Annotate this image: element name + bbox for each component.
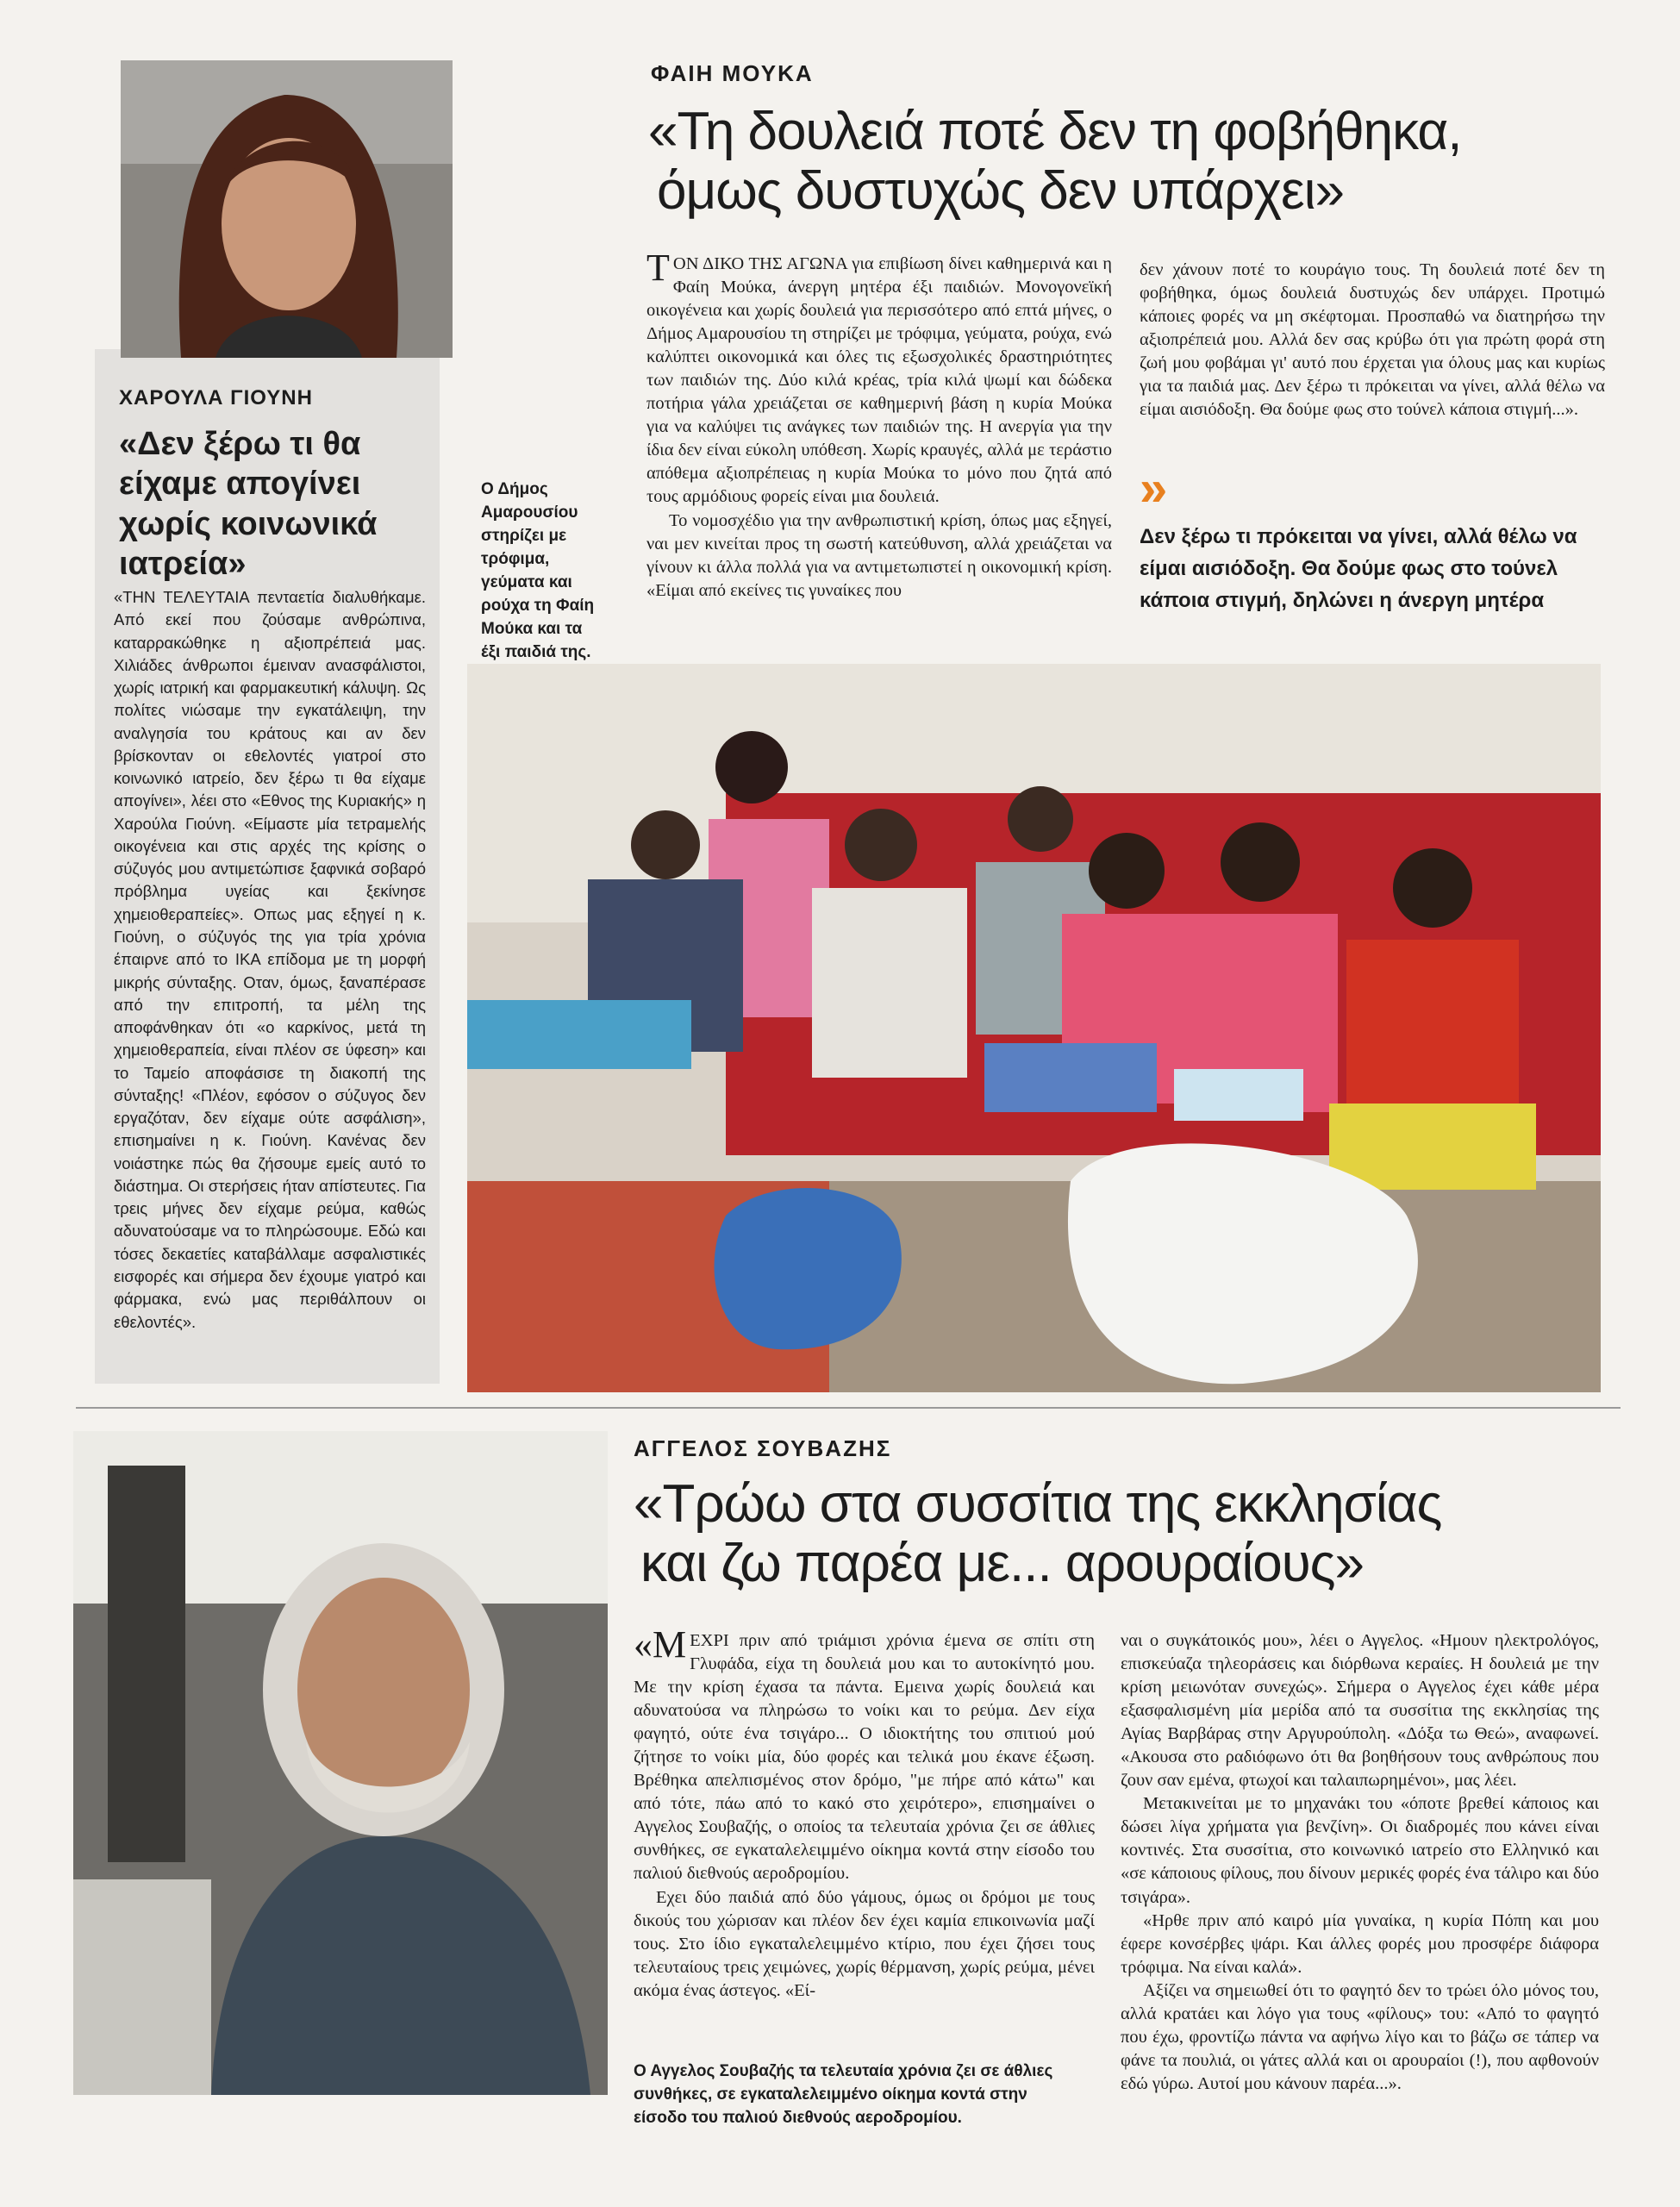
story1-dropcap: Τ [646,253,670,289]
story2-column-1 [634,1629,1095,2035]
story1-name-tag: ΦΑΙΗ ΜΟΥΚΑ [651,60,814,86]
story2-photo-caption: Ο Αγγελος Σουβαζής τα τελευταία χρόνια ζει σε άθλιες συνθήκες, σε εγκαταλελειμμένο οίκημα κοντά στην είσοδο του παλιού διεθνούς αεροδρομίου. [634,2062,1053,2127]
story2-headline [634,1474,1625,1594]
story1-headline-line1: «Τη δουλειά ποτέ δεν τη φοβήθηκα, [648,102,1462,161]
story2-paragraph-1-text: ΕΧΡΙ πριν από τριάμισι χρόνια έμενα σε σπίτι στη Γλυφάδα, είχα τη δουλειά μου και το αυτοκίνητό μου. Με την κρίση έχασα τα πάντα. Εμεινα χωρίς δουλειά και αδυνατούσα να πληρώσω το νοίκι και το ρεύμα. Δεν είχα φαγητό, ούτε ένα τσιγάρο... Ο ιδιοκτήτης του σπιτιού μού ζήτησε το νοίκι μία, δύο φορές και τελικά μου έκανε έξωση. Βρέθηκα απελπισμένος στον δρόμο, "με πήρε από κάτω" και από τότε, πάω από το κακό στο χειρότερο», επισημαίνει ο Αγγελος Σουβαζής, ο οποίος τα τελευταία χρόνια ζει σε άθλιες συνθήκες, σε εγκαταλελειμμένο οίκημα κοντά στην είσοδο του παλιού διεθνούς αεροδρομίου. [634,1631,1095,1884]
story2-column-2 [1121,1629,1599,2173]
sidebar-pull-quote: «Δεν ξέρω τι θα είχαμε απογίνει χωρίς κοινωνικά ιατρεία» [119,426,378,583]
sidebar-body-text: «ΤΗΝ ΤΕΛΕΥΤΑΙΑ πενταετία διαλυθήκαμε. Από εκεί που ζούσαμε ανθρώπινα, καταρρακώθηκε η αξιοπρέπειά μας. Χιλιάδες άνθρωποι έμειναν ανασφάλιστοι, χωρίς ιατρική και φαρμακευτική κάλυψη. Ως πολίτες νιώσαμε την εγκατάλειψη, την αναλγησία του κράτους και αν δεν βρίσκονταν οι εθελοντές γιατροί στο κοινωνικό ιατρείο, δεν ξέρω τι θα είχαμε απογίνει», λέει στο «Εθνος της Κυριακής» η Χαρούλα Γιούνη. «Είμαστε μία τετραμελής οικογένεια και στις αρχές της κρίσης ο σύζυγός μου αντιμετώπισε ξαφνικά σοβαρό πρόβλημα υγείας και ξεκίνησε χημειοθεραπείες». Οπως μας εξηγεί η κ. Γιούνη, ο σύζυγός της για τρία χρόνια έπαιρνε από το ΙΚΑ επίδομα με τη μορφή μικρής σύνταξης. Οταν, όμως, ξαναπέρασε από την επιτροπή, τα μέλη της αποφάνθηκαν ότι «ο καρκίνος, μετά τη χημειοθεραπεία, είναι πλέον σε ύφεση» και το Ταμείο αποφάσισε τη διακοπή της σύνταξης! «Πλέον, εφόσον ο σύζυγος δεν εργαζόταν, δεν είχαμε ούτε ασφάλιση», επισημαίνει η κ. Γιούνη. Κανένας δεν νοιάστηκε πώς θα ζήσουμε εμείς αυτό το διάστημα. Οι στερήσεις ήταν απίστευτες. Για τρεις μήνες δεν είχαμε ρεύμα, καθώς αδυνατούσαμε να το πληρώσουμε. Εδώ και τόσες δεκαετίες καταβάλλαμε ασφαλιστικές εισφορές και σήμερα δεν έχουμε γιατρό και φάρμακα, ενώ μας περιθάλπουν οι εθελοντές». [114,588,426,1331]
story1-headline-line2: όμως δυστυχώς δεν υπάρχει» [657,161,1344,222]
story2-column2-paragraph-2: Μετακινείται με το μηχανάκι του «όποτε βρεθεί κάποιος και δώσει λίγα χρήματα για βενζίνη». Οι διαδρομές που κάνει είναι κοντινές. Στα συσσίτια, στο κοινωνικό ιατρείο στο Ελληνικό και «σε κάποιους φίλους, που δίνουν μερικές φορές ένα τάλιρο και δύο τσιγάρα». [1121,1794,1599,1907]
family-photo [467,664,1601,1392]
story2-column2-paragraph-3: «Ηρθε πριν από καιρό μία γυναίκα, η κυρία Πόπη και μου έφερε κονσέρβες ψάρι. Και άλλες φορές μου προσφέρε διάφορα τρόφιμα. Να είναι καλά». [1121,1910,1599,1977]
sidebar-name: ΧΑΡΟΥΛΑ ΓΙΟΥΝΗ [119,386,313,410]
story2-paragraph-2: Εχει δύο παιδιά από δύο γάμους, όμως οι δρόμοι με τους δικούς του χώρισαν και πλέον δεν έχει καμία επικοινωνία μαζί τους. Στο ίδιο εγκαταλελειμμένο κτίριο, που έχει ζήσει τους τελευταίους τρεις χειμώνες, χωρίς θέρμανση, χωρίς ρεύμα, μένει ακόμα ένας άστεγος. «Εί- [634,1887,1095,2000]
story2-paragraph-1 [634,1629,1095,1886]
story2-headline-line2: και ζω παρέα με... αρουραίους» [640,1534,1365,1594]
section-divider [76,1407,1621,1409]
story1-column-1 [646,253,1112,623]
story1-paragraph-1-text: ΟΝ ΔΙΚΟ ΤΗΣ ΑΓΩΝΑ για επιβίωση δίνει καθημερινά και η Φαίη Μούκα, άνεργη μητέρα έξι παιδιών. Μονογονεϊκή οικογένεια και χωρίς δουλειά για περισσότερο από επτά μήνες, ο Δήμος Αμαρουσίου τη στηρίζει με τρόφιμα, γεύματα, ρούχα, ενώ καλύπτει οικονομικά και όλες τις εξωσχολικές δραστηριότητες των παιδιών της. Δύο κιλά κρέας, τρία κιλά ψωμί και δώδεκα ποτήρια γάλα χρειάζεται σε καθημερινή βάση η κυρία Μούκα για να καλύψει τις ανάγκες των παιδιών της. Η ανεργία για την ίδια δεν είναι εύκολη υπόθεση. Χωρίς κραυγές, αλλά με τεράστιο απόθεμα αξιοπρέπειας η κυρία Μούκα το μόνο που ζητά από τους αρμόδιους φορείς είναι μια δουλειά. [646,254,1112,507]
story1-column2-text: δεν χάνουν ποτέ το κουράγιο τους. Τη δουλειά ποτέ δεν τη φοβήθηκα, όμως δουλειά δυστυχώς δεν υπάρχει. Προτιμώ κάποιες φορές να μη σκέφτομαι. Προσπαθώ να διατηρήσω την αξιοπρέπειά μου. Αλλά δεν σας κρύβω ότι για πρώτη φορά στη ζωή μου φοβάμαι γι' αυτό που έρχεται για όλους μας και κυρίως για τα παιδιά μας. Δεν ξέρω τι πρόκειται να γίνει, αλλά θέλω να είμαι αισιόδοξη. Θα δούμε φως στο τούνελ κάποια στιγμή...». [1140,260,1605,420]
story1-photo-caption: Ο Δήμος Αμαρουσίου στηρίζει με τρόφιμα, γεύματα και ρούχα τη Φαίη Μούκα και τα έξι παιδιά της. [481,480,595,661]
chevron-quote-icon: » [1140,460,1158,516]
story1-column-2 [1140,259,1605,448]
story2-column2-paragraph-4: Αξίζει να σημειωθεί ότι το φαγητό δεν το τρώει όλο μόνος του, αλλά κρατάει και λόγο για τους «φίλους» του: «Από το φαγητό που έχω, φροντίζω πάντα να αφήνω λίγο και το βάζω σε τάπερ να φάνε τα πουλιά, οι γάτες αλλά και οι αρουραίοι (!), που αφθονούν εδώ γύρω. Αυτοί μου κάνουν παρέα...». [1121,1980,1599,2093]
story2-headline-line1: «Τρώω στα συσσίτια της εκκλησίας [634,1474,1442,1534]
story1-paragraph-2: Το νομοσχέδιο για την ανθρωπιστική κρίση, όπως μας εξηγεί, ναι μεν κινείται προς τη σωστή κατεύθυνση, αλλά χρειάζεται να γίνουν κι άλλα πολλά για να αντιμετωπιστεί η οικονομική κρίση. «Είμαι από εκείνες τις γυναίκες που [646,510,1112,600]
story1-pull-quote: Δεν ξέρω τι πρόκειται να γίνει, αλλά θέλω να είμαι αισιόδοξη. Θα δούμε φως στο τούνελ κάποια στιγμή, δηλώνει η άνεργη μητέρα [1140,525,1577,613]
story2-dropcap: «Μ [634,1629,687,1666]
story2-column2-paragraph-1: ναι ο συγκάτοικός μου», λέει ο Αγγελος. «Ημουν ηλεκτρολόγος, επισκεύαζα τηλεοράσεις και διόρθωνα κεραίες. Η δουλειά με την κρίση μειωνόταν συνεχώς». Σήμερα ο Αγγελος έχει κάθε μέρα εξασφαλισμένη μία μερίδα από τα συσσίτια της εκκλησίας της Αγίας Βαρβάρας στην Αργυρούπολη. «Δόξα τω Θεώ», αναφωνεί. «Ακουσα στο ραδιόφωνο ότι θα βοηθήσουν τους ανθρώπους που ζουν σαν εμένα, φτωχοί και ταλαιπωρημένοι», μας λέει. [1121,1631,1599,1791]
portrait-photo-souvazis [73,1431,608,2095]
portrait-photo-giouni [121,60,453,358]
story1-paragraph-1 [646,253,1112,510]
story1-headline [648,102,1631,222]
story2-name-tag: ΑΓΓΕΛΟΣ ΣΟΥΒΑΖΗΣ [634,1435,892,1461]
